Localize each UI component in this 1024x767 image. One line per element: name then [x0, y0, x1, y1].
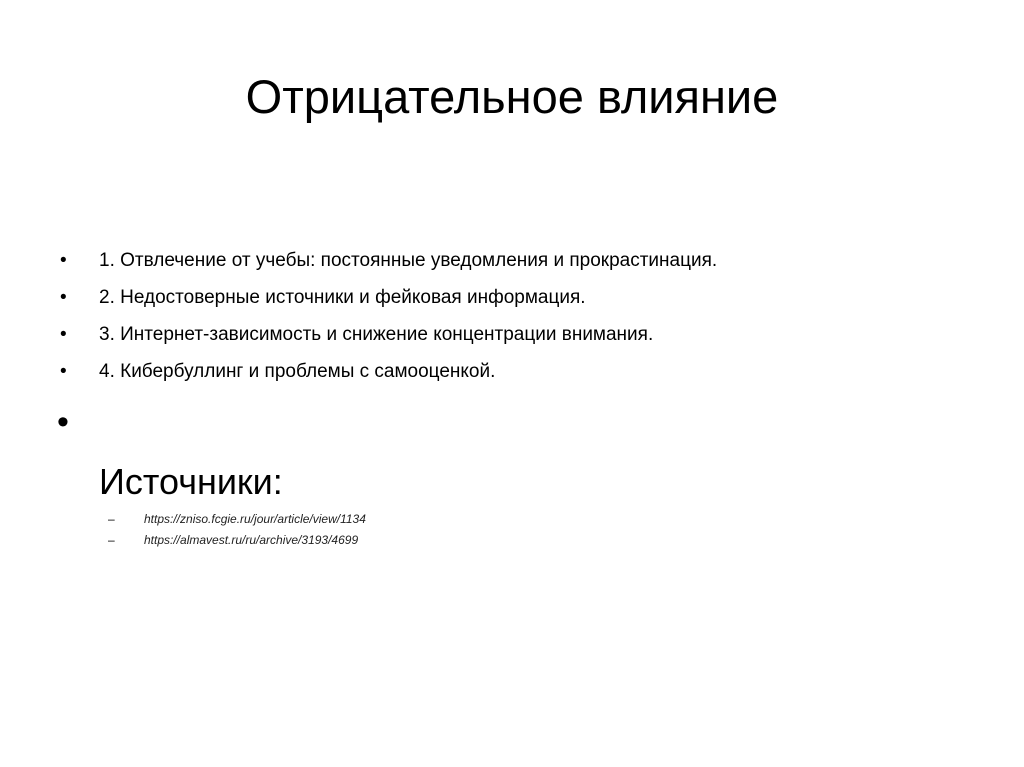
source-link[interactable]: https://zniso.fcgie.ru/jour/article/view/1134 — [144, 512, 366, 526]
list-item-text: 1. Отвлечение от учебы: постоянные уведомления и прокрастинация. — [99, 250, 718, 271]
sources-heading: Источники: — [99, 461, 283, 502]
sources-bullet-icon: • — [57, 403, 69, 441]
bullet-list — [60, 242, 1000, 390]
list-item-text: 2. Недостоверные источники и фейковая информация. — [99, 287, 586, 308]
list-item-text: 3. Интернет-зависимость и снижение концентрации внимания. — [99, 324, 654, 345]
list-item — [60, 279, 1000, 316]
list-item-text: 4. Кибербуллинг и проблемы с самооценкой. — [99, 361, 496, 382]
dash-icon: – — [108, 512, 115, 526]
dash-icon: – — [108, 533, 115, 547]
bullet-icon: • — [60, 361, 67, 382]
slide-title: Отрицательное влияние — [245, 70, 779, 123]
source-link[interactable]: https://almavest.ru/ru/archive/3193/4699 — [144, 533, 359, 547]
bullet-icon: • — [60, 324, 67, 345]
list-item — [60, 242, 1000, 279]
list-item — [60, 353, 1000, 390]
list-item — [60, 316, 1000, 353]
bullet-icon: • — [60, 250, 67, 271]
bullet-icon: • — [60, 287, 67, 308]
